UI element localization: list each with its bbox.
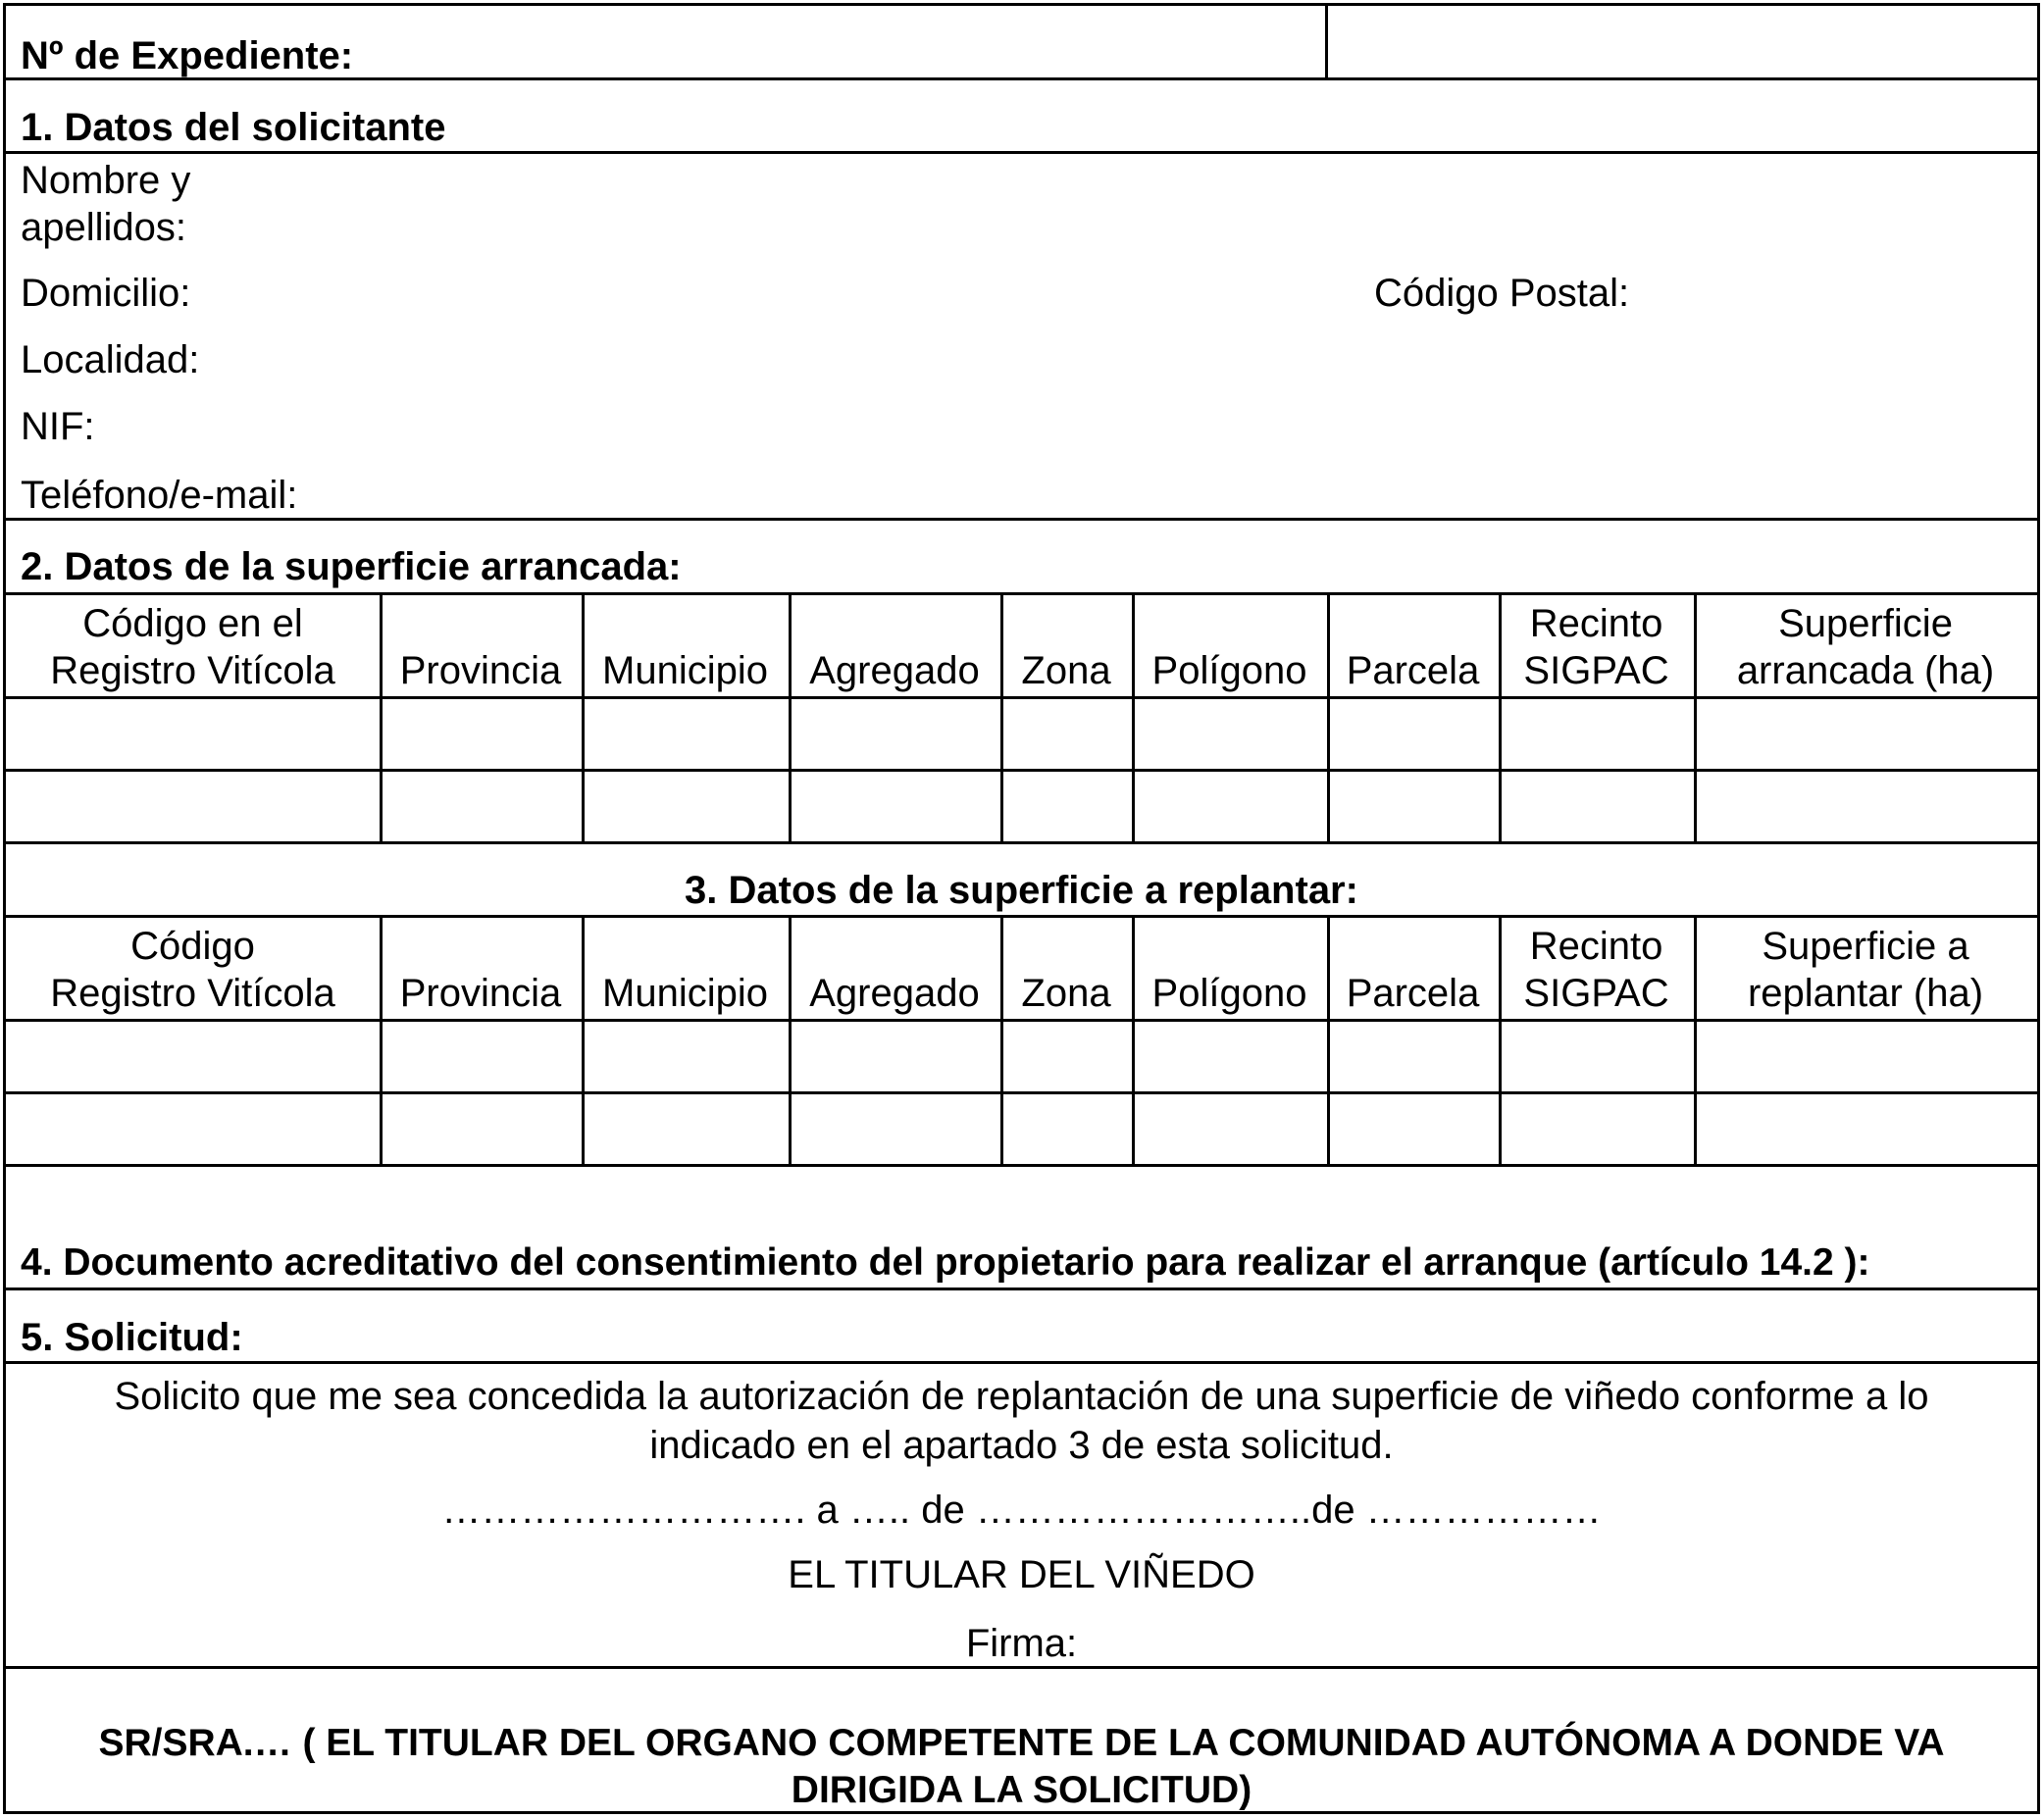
section3-header-text: Zona <box>1021 972 1111 1015</box>
firma-label: Firma: <box>965 1622 1078 1665</box>
divider <box>6 151 2037 154</box>
section3-column-divider <box>1000 917 1003 1164</box>
section3-data-cell[interactable] <box>789 1094 1000 1164</box>
section3-data-cell[interactable] <box>1000 1094 1132 1164</box>
section3-data-cell[interactable] <box>6 1022 380 1091</box>
section3-header-text: Parcela <box>1346 972 1480 1015</box>
section3-data-cell[interactable] <box>582 1094 789 1164</box>
section3-header-text: Municipio <box>602 972 768 1015</box>
nif-label: NIF: <box>21 405 95 448</box>
section2-header-cell <box>1499 594 1694 696</box>
section2-data-cell[interactable] <box>1694 772 2037 841</box>
section3-header-text: Provincia <box>399 972 562 1015</box>
section3-data-cell[interactable] <box>6 1094 380 1164</box>
section2-column-divider <box>1499 594 1502 841</box>
application-form <box>3 3 2040 1814</box>
nombre-label-line1: Nombre y <box>21 159 191 202</box>
section3-data-cell[interactable] <box>1327 1094 1499 1164</box>
arrancada-table <box>6 594 2037 843</box>
section2-header-text: Código en el <box>82 602 303 645</box>
section3-header-text: Superficie a <box>1762 925 1969 968</box>
section3-data-cell[interactable] <box>380 1094 582 1164</box>
section3-header-cell <box>1499 917 1694 1019</box>
section3-title: 3. Datos de la superficie a replantar: <box>685 869 1358 912</box>
section2-data-cell[interactable] <box>582 772 789 841</box>
section2-data-cell[interactable] <box>380 772 582 841</box>
section3-header-text: Recinto <box>1529 925 1663 968</box>
section2-header-text: Superficie <box>1778 602 1953 645</box>
solicitud-text-line1: Solicito que me sea concedida la autorización de replantación de una superficie de viñedo conforme a lo <box>114 1375 1929 1418</box>
localidad-label: Localidad: <box>21 338 200 381</box>
section3-header-cell <box>1327 917 1499 1019</box>
date-line: ………………………. a ….. de ……………………..de ……………… <box>441 1489 1602 1532</box>
section3-header-cell <box>1132 917 1327 1019</box>
section2-column-divider <box>1327 594 1330 841</box>
replantar-table <box>6 917 2037 1166</box>
section3-data-cell[interactable] <box>582 1022 789 1091</box>
section2-header-text: Polígono <box>1151 649 1307 692</box>
section3-data-cell[interactable] <box>1499 1022 1694 1091</box>
section2-header-cell <box>789 594 1000 696</box>
section3-header-cell <box>6 917 380 1019</box>
section2-header-cell <box>582 594 789 696</box>
section2-header-text: Municipio <box>602 649 768 692</box>
section2-header-text: Registro Vitícola <box>50 649 335 692</box>
section2-data-cell[interactable] <box>1694 699 2037 769</box>
divider <box>6 1666 2037 1669</box>
section3-header-text: replantar (ha) <box>1747 972 1984 1015</box>
section3-header-cell <box>380 917 582 1019</box>
section3-header-cell <box>1000 917 1132 1019</box>
section2-data-cell[interactable] <box>582 699 789 769</box>
expediente-value-field[interactable] <box>1330 6 2036 77</box>
section3-data-cell[interactable] <box>1000 1022 1132 1091</box>
section3-header-text: SIGPAC <box>1523 972 1669 1015</box>
section2-data-cell[interactable] <box>789 772 1000 841</box>
section3-data-cell[interactable] <box>1694 1022 2037 1091</box>
section4-title: 4. Documento acreditativo del consentimiento del propietario para realizar el arranque (artículo 14.2 ): <box>21 1241 1870 1284</box>
section2-data-cell[interactable] <box>1132 699 1327 769</box>
section2-data-cell[interactable] <box>6 772 380 841</box>
section2-header-text: Agregado <box>809 649 980 692</box>
section3-data-cell[interactable] <box>1132 1094 1327 1164</box>
section2-header-cell <box>1694 594 2037 696</box>
expediente-label: Nº de Expediente: <box>21 34 354 77</box>
section2-data-cell[interactable] <box>1132 772 1327 841</box>
section2-column-divider <box>1694 594 1697 841</box>
section2-header-text: Parcela <box>1346 649 1480 692</box>
titular-label: EL TITULAR DEL VIÑEDO <box>788 1553 1255 1596</box>
section3-data-cell[interactable] <box>1499 1094 1694 1164</box>
section2-data-cell[interactable] <box>1499 699 1694 769</box>
divider <box>6 518 2037 521</box>
section3-column-divider <box>789 917 792 1164</box>
section2-data-cell[interactable] <box>1327 699 1499 769</box>
section2-title: 2. Datos de la superficie arrancada: <box>21 545 682 588</box>
section3-data-cell[interactable] <box>1327 1022 1499 1091</box>
section3-column-divider <box>380 917 383 1164</box>
section2-header-text: Zona <box>1021 649 1111 692</box>
section2-header-cell <box>1000 594 1132 696</box>
section3-header-cell <box>1694 917 2037 1019</box>
section2-data-cell[interactable] <box>380 699 582 769</box>
divider <box>6 1164 2037 1167</box>
section2-header-cell <box>1132 594 1327 696</box>
section2-header-cell <box>1327 594 1499 696</box>
expediente-divider <box>1325 6 1328 77</box>
footer-line1: SR/SRA.… ( EL TITULAR DEL ORGANO COMPETENTE DE LA COMUNIDAD AUTÓNOMA A DONDE VA <box>98 1722 1945 1764</box>
section3-header-text: Polígono <box>1151 972 1307 1015</box>
telefono-label: Teléfono/e-mail: <box>21 474 298 517</box>
section3-column-divider <box>1499 917 1502 1164</box>
solicitud-text-line2: indicado en el apartado 3 de esta solicitud. <box>649 1424 1394 1467</box>
divider <box>6 77 2037 80</box>
section2-data-cell[interactable] <box>1000 772 1132 841</box>
divider <box>6 841 2037 844</box>
divider <box>6 1361 2037 1364</box>
section2-data-cell[interactable] <box>6 699 380 769</box>
section3-header-text: Código <box>130 925 255 968</box>
section2-column-divider <box>1132 594 1135 841</box>
section3-column-divider <box>1327 917 1330 1164</box>
section2-header-text: Recinto <box>1529 602 1663 645</box>
footer-line2: DIRIGIDA LA SOLICITUD) <box>791 1769 1252 1811</box>
section3-header-text: Agregado <box>809 972 980 1015</box>
section3-column-divider <box>1132 917 1135 1164</box>
section2-data-cell[interactable] <box>789 699 1000 769</box>
section3-data-cell[interactable] <box>380 1022 582 1091</box>
section5-title: 5. Solicitud: <box>21 1316 243 1359</box>
section2-column-divider <box>380 594 383 841</box>
section2-header-text: SIGPAC <box>1523 649 1669 692</box>
codigo-postal-label: Código Postal: <box>1374 272 1630 315</box>
section2-data-cell[interactable] <box>1327 772 1499 841</box>
section2-column-divider <box>1000 594 1003 841</box>
section1-title: 1. Datos del solicitante <box>21 106 446 149</box>
section3-column-divider <box>1694 917 1697 1164</box>
section2-data-cell[interactable] <box>1000 699 1132 769</box>
domicilio-label: Domicilio: <box>21 272 191 315</box>
section2-column-divider <box>789 594 792 841</box>
nombre-label-line2: apellidos: <box>21 206 187 249</box>
section3-column-divider <box>582 917 585 1164</box>
section2-column-divider <box>582 594 585 841</box>
divider <box>6 1288 2037 1290</box>
section2-header-text: arrancada (ha) <box>1736 649 1995 692</box>
section2-header-cell <box>380 594 582 696</box>
section3-header-text: Registro Vitícola <box>50 972 335 1015</box>
section3-data-cell[interactable] <box>1132 1022 1327 1091</box>
section2-header-cell <box>6 594 380 696</box>
section3-data-cell[interactable] <box>1694 1094 2037 1164</box>
section3-header-cell <box>789 917 1000 1019</box>
section2-data-cell[interactable] <box>1499 772 1694 841</box>
section2-header-text: Provincia <box>399 649 562 692</box>
section3-header-cell <box>582 917 789 1019</box>
section3-data-cell[interactable] <box>789 1022 1000 1091</box>
